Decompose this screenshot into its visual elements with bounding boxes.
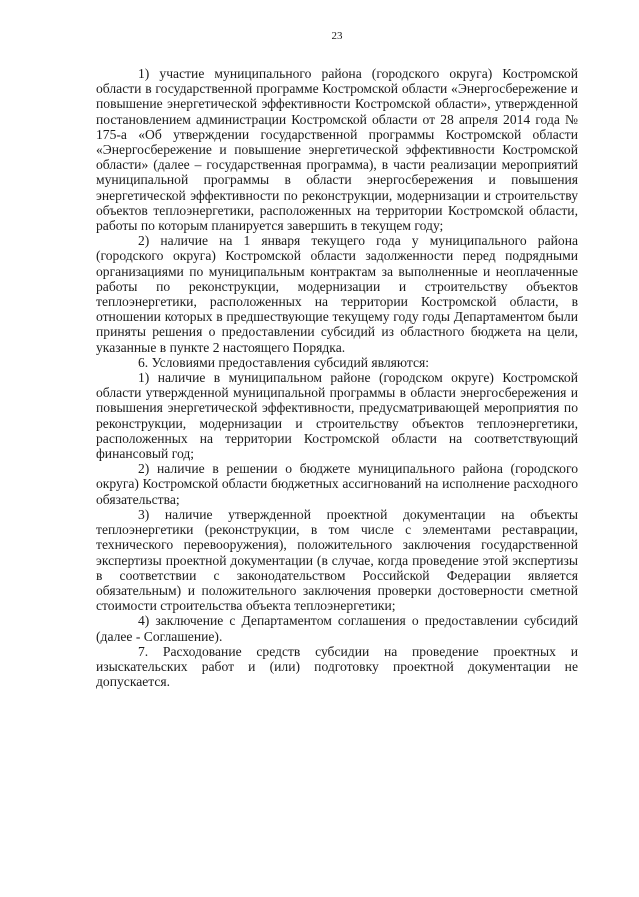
paragraph-item-2-debt: 2) наличие на 1 января текущего года у муниципального района (городского округа) Костромской области задолженности перед подрядными организациями по муниципальным контрактам за выполненные и неоплаченные работы по реконструкции, модернизации и строительству объектов теплоэнергетики, расположенных на территории Костромской области, в отношении которых в предшествующие текущему году годы Департаментом были приняты решения о предоставлении субсидий из областного бюджета на цели, указанные в пункте 2 настоящего Порядка. xyxy=(96,233,578,355)
paragraph-condition-1-program: 1) наличие в муниципальном районе (городском округе) Костромской области утвержденной муниципальной программы в области энергосбережения и повышения энергетической эффективности, предусматривающей мероприятия по реконструкции, модернизации и строительству объектов теплоэнергетики, расположенных на территории Костромской области на соответствующий финансовый год; xyxy=(96,370,578,462)
document-page xyxy=(96,30,578,689)
paragraph-section-7: 7. Расходование средств субсидии на проведение проектных и изыскательских работ и (или) подготовку проектной документации не допускается. xyxy=(96,643,578,690)
paragraph-condition-3-documentation: 3) наличие утвержденной проектной документации на объекты теплоэнергетики (реконструкции, в том числе с элементами реставрации, технического перевооружения), положительного заключения государственной экспертизы проектной документации (в случае, когда проведение этой экспертизы в соответствии с законодательством Российской Федерации является обязательным) и положительного заключения проверки достоверности сметной стоимости строительства объекта теплоэнергетики; xyxy=(96,506,578,614)
paragraph-item-1-participation: 1) участие муниципального района (городского округа) Костромской области в государственной программе Костромской области «Энергосбережение и повышение энергетической эффективности Костромской области», утвержденной постановлением администрации Костромской области от 28 апреля 2014 года № 175-а «Об утверждении государственной программы Костромской области «Энергосбережение и повышение энергетической эффективности Костромской области» (далее – государственная программа), в части реализации мероприятий муниципальной программы в области энергосбережения и повышения энергетической эффективности по реконструкции, модернизации и строительству объектов теплоэнергетики, расположенных на территории Костромской области, работы по которым планируется завершить в текущем году; xyxy=(96,66,578,234)
page-number: 23 xyxy=(331,30,343,42)
paragraph-condition-4-agreement: 4) заключение с Департаментом соглашения о предоставлении субсидий (далее - Соглашение). xyxy=(96,613,578,644)
paragraph-condition-2-budget: 2) наличие в решении о бюджете муниципального района (городского округа) Костромской области бюджетных ассигнований на исполнение расходного обязательства; xyxy=(96,461,578,507)
paragraph-section-6-heading: 6. Условиями предоставления субсидий являются: xyxy=(138,354,430,370)
